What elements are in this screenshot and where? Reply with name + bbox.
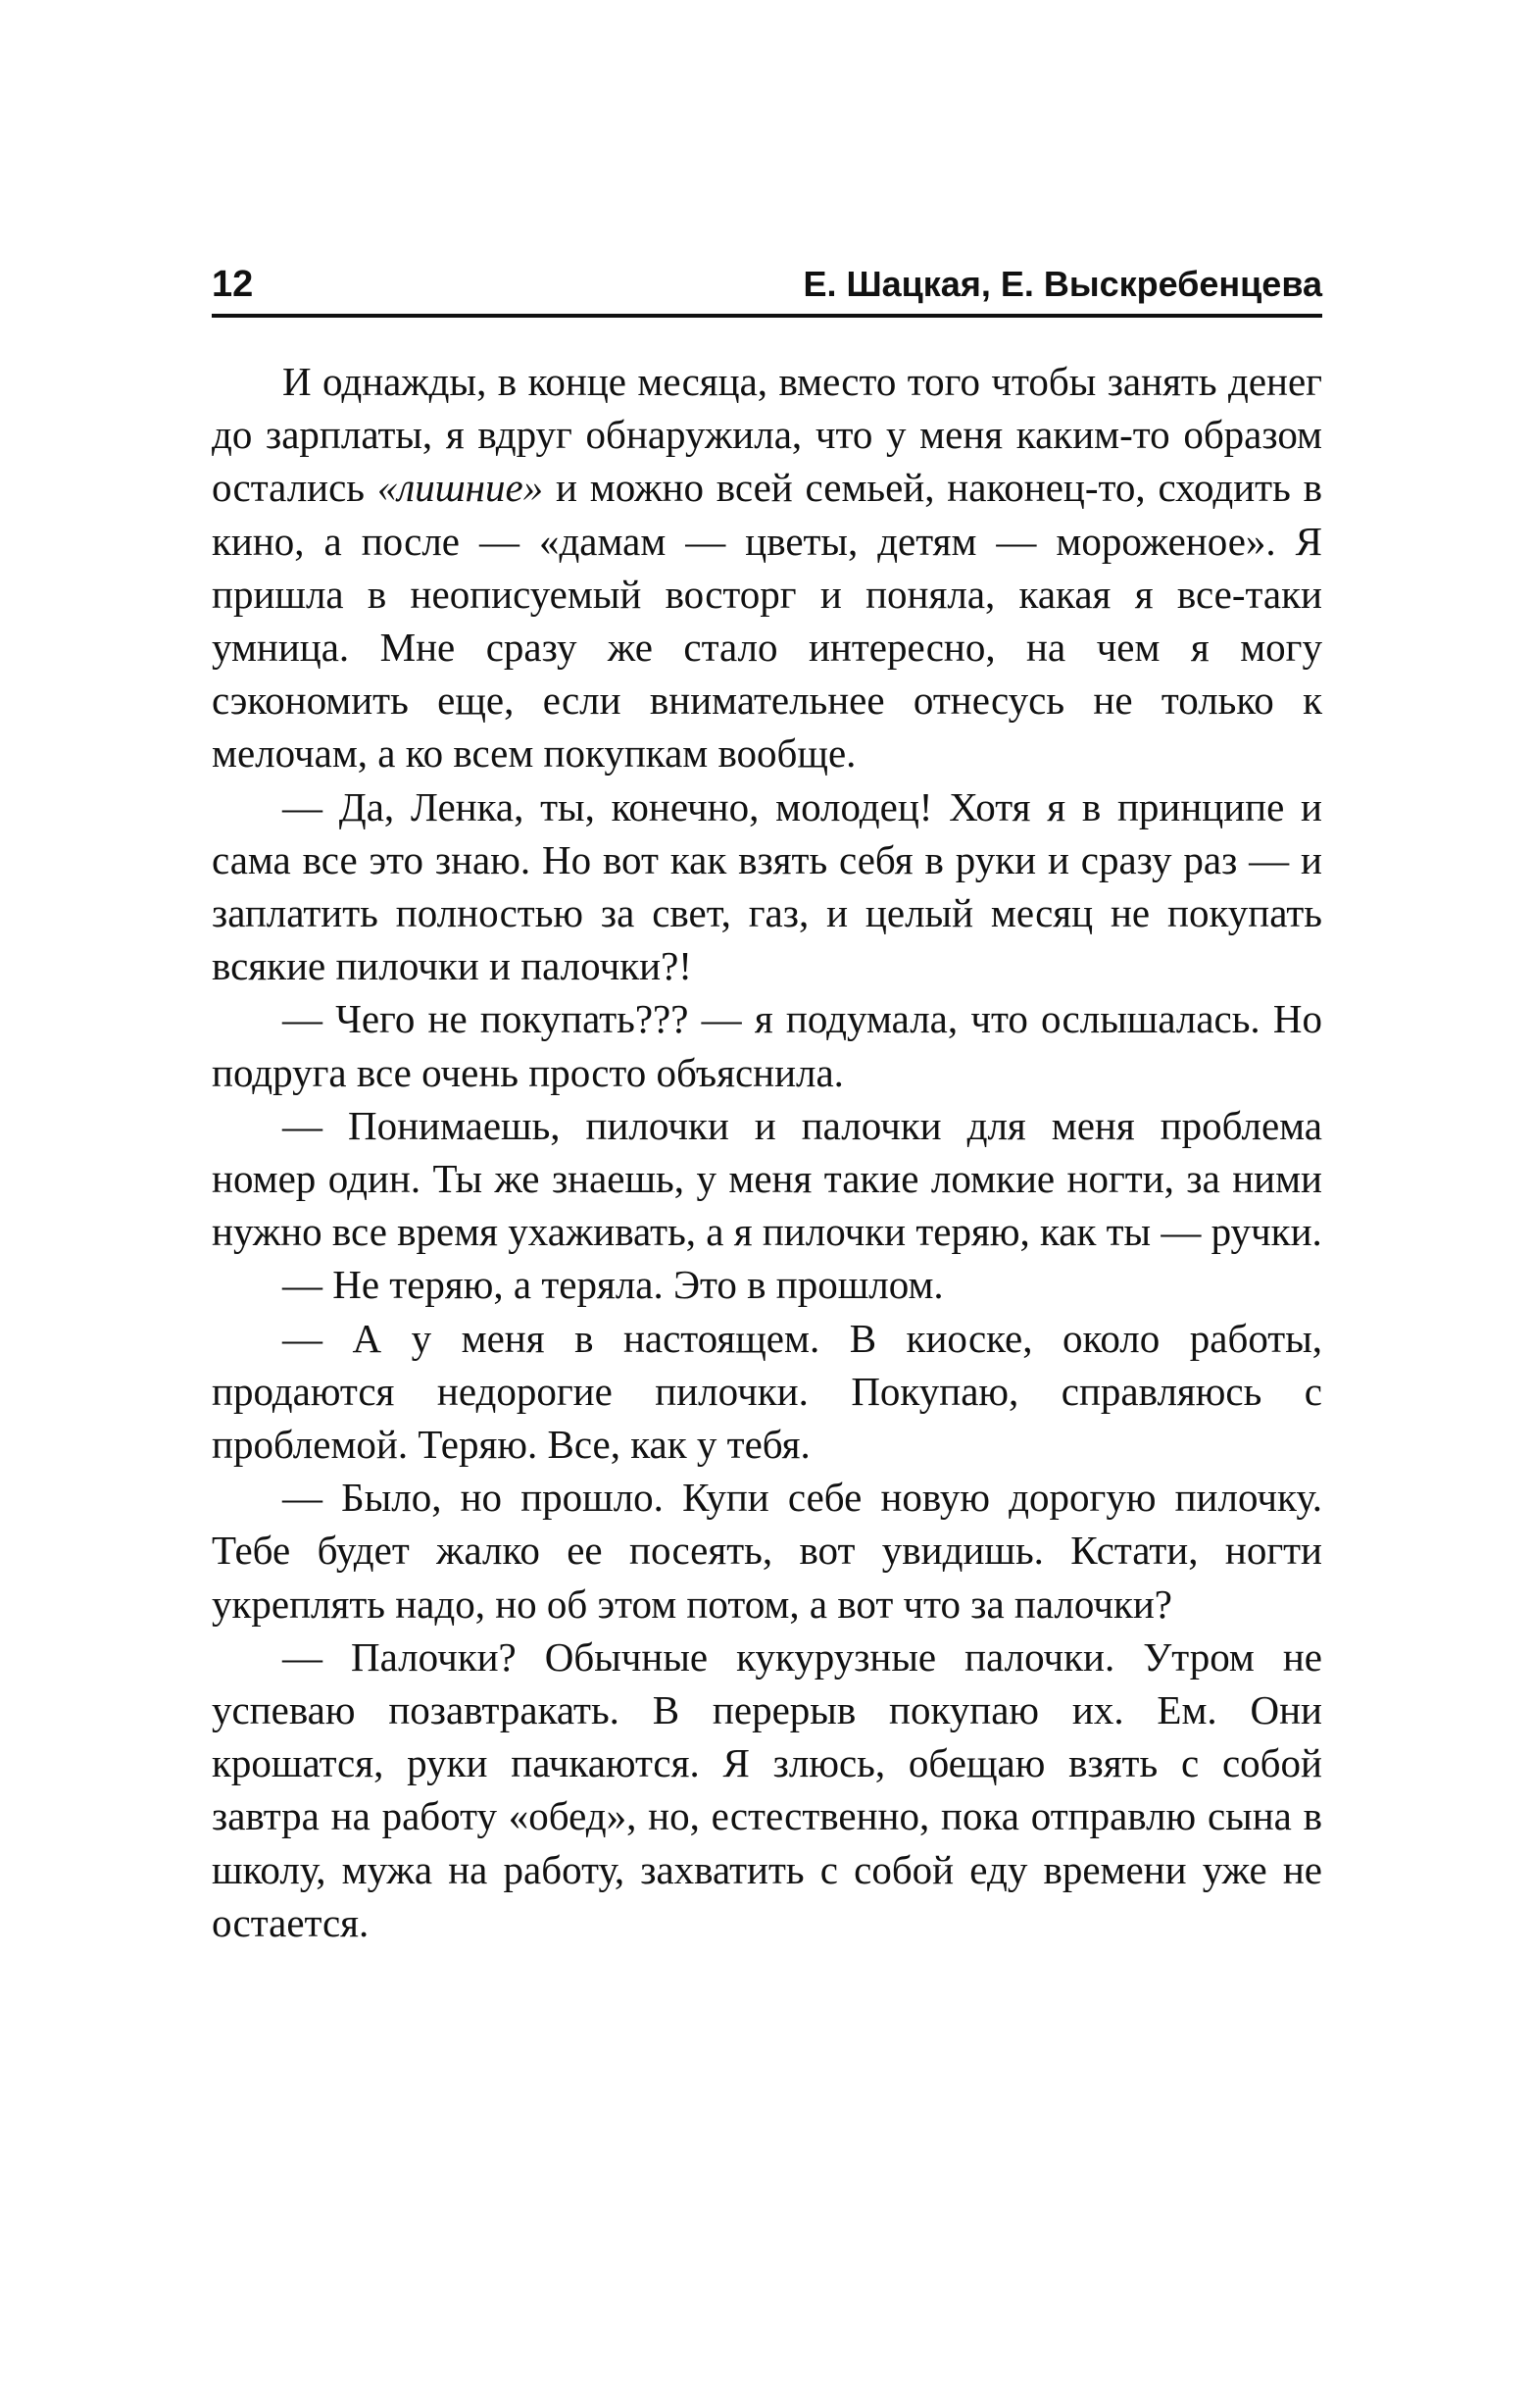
paragraph-3: — Чего не покупать??? — я подумала, что ослышалась. Но подруга все очень просто объяснила.	[212, 996, 1322, 1095]
body-text	[212, 355, 1322, 1949]
paragraph-6: — А у меня в настоящем. В киоске, около работы, продаются недорогие пилочки. Покупаю, справляюсь с проблемой. Теряю. Все, как у тебя.	[212, 1315, 1322, 1468]
paragraph-1: И однажды, в конце месяца, вместо того чтобы занять денег до зарплаты, я вдруг обнаружила, что у меня каким-то образом остались «лишние» и можно всей семьей, наконец-то, сходить в кино, а после — «дамам — цветы, детям — мороженое». Я пришла в неописуемый восторг и поняла, какая я все-таки умница. Мне сразу же стало интересно, на чем я могу сэкономить еще, если внимательнее отнесусь не только к мелочам, а ко всем покупкам вообще.	[212, 359, 1322, 777]
paragraph-2: — Да, Ленка, ты, конечно, молодец! Хотя я в принципе и сама все это знаю. Но вот как взять себя в руки и сразу раз — и заплатить полностью за свет, газ, и целый месяц не покупать всякие пилочки и палочки?!	[212, 783, 1322, 989]
running-head	[212, 257, 1322, 312]
paragraph-5: — Не теряю, а теряла. Это в прошлом.	[282, 1262, 944, 1308]
paragraph-7: — Было, но прошло. Купи себе новую дорогую пилочку. Тебе будет жалко ее посеять, вот увидишь. Кстати, ногти укреплять надо, но об этом потом, а вот что за палочки?	[212, 1475, 1322, 1627]
running-title: Е. Шацкая, Е. Выскребенцева	[803, 264, 1322, 304]
header-rule	[212, 314, 1322, 318]
page-number: 12	[212, 264, 254, 305]
italic-phrase: «лишние»	[376, 465, 544, 511]
paragraph-4: — Понимаешь, пилочки и палочки для меня проблема номер один. Ты же знаешь, у меня такие ломкие ногти, за ними нужно все время ухаживать, а я пилочки теряю, как ты — ручки.	[212, 1102, 1322, 1255]
paragraph-8: — Палочки? Обычные кукурузные палочки. Утром не успеваю позавтракать. В перерыв покупаю их. Ем. Они крошатся, руки пачкаются. Я злюсь, обещаю взять с собой завтра на работу «обед», но, естественно, пока отправлю сына в школу, мужа на работу, захватить с собой еду времени уже не остается.	[212, 1633, 1322, 1945]
